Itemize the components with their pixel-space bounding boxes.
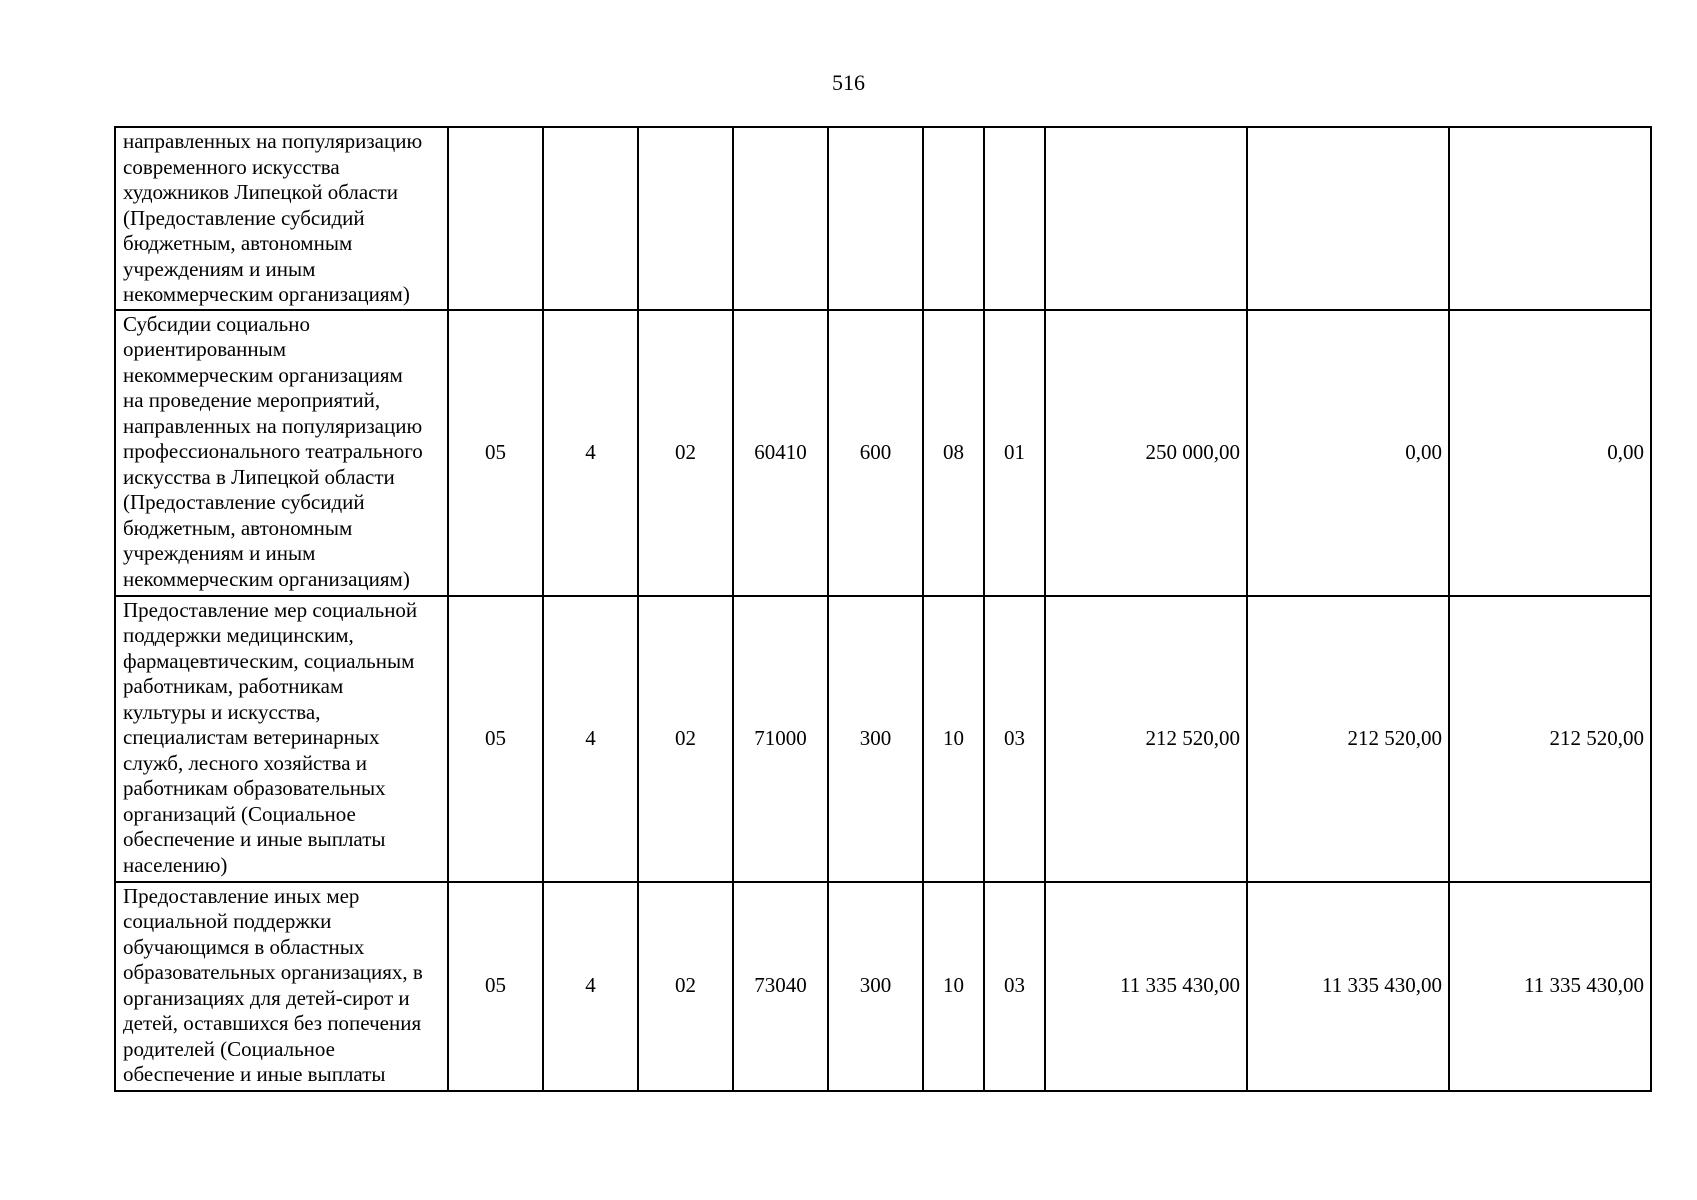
description-line: учреждениям и иным [123,256,316,281]
description-line: Предоставление мер социальной [123,597,418,622]
description-line: фармацевтическим, социальным [123,648,415,673]
code-division-cell: 10 [923,596,984,882]
table-row [115,310,1651,596]
description-line: населению) [123,852,228,877]
amount-cell-2: 0,00 [1247,310,1449,596]
amount-cell-2: 11 335 430,00 [1247,882,1449,1091]
description-line: обучающимся в областных [123,934,365,959]
code-program-cell: 4 [543,596,638,882]
description-line: служб, лесного хозяйства и [123,750,368,775]
code-expense-type-cell: 300 [828,882,923,1091]
description-line: профессионального театрального [123,439,423,463]
code-direction-cell: 60410 [733,310,828,596]
description-line: ориентированным [123,337,287,361]
code-expense-type-cell: 600 [828,310,923,596]
description-line: культуры и искусства, [123,699,321,724]
code-program-cell [543,127,638,310]
description-line: Предоставление иных мер [123,883,360,908]
amount-cell-3: 212 520,00 [1449,596,1651,882]
description-line: (Предоставление субсидий [123,205,365,230]
code-division-cell [923,127,984,310]
description-line: искусства в Липецкой области [123,464,395,489]
page-number: 516 [832,70,865,95]
code-program-cell: 4 [543,882,638,1091]
table-row [115,596,1651,882]
code-subprogram-cell: 02 [638,882,733,1091]
description-line: современного искусства [123,154,340,179]
code-subdivision-cell: 03 [984,596,1045,882]
description-line: некоммерческим организациям [123,362,403,387]
row-description [115,310,448,596]
code-subprogram-cell: 02 [638,596,733,882]
row-description [115,882,448,1091]
code-subprogram-cell: 02 [638,310,733,596]
amount-cell-3 [1449,127,1651,310]
description-line: бюджетным, автономным [123,231,353,255]
code-expense-type-cell: 300 [828,596,923,882]
code-expense-type-cell [828,127,923,310]
description-line: Субсидии социально [123,311,310,336]
description-line: организациях для детей-сирот и [123,985,410,1010]
description-line: социальной поддержки [123,909,332,933]
amount-cell-1: 250 000,00 [1045,310,1247,596]
description-line: направленных на популяризацию [123,413,423,438]
description-line: работникам, работникам [123,674,344,698]
code-section-cell: 05 [448,882,543,1091]
amount-cell-3: 0,00 [1449,310,1651,596]
code-subprogram-cell [638,127,733,310]
code-direction-cell: 71000 [733,596,828,882]
description-line: работникам образовательных [123,776,386,800]
description-line: родителей (Социальное [123,1036,335,1061]
amount-cell-2: 212 520,00 [1247,596,1449,882]
amount-cell-2 [1247,127,1449,310]
table-body [115,127,1651,1091]
code-section-cell: 05 [448,596,543,882]
code-direction-cell: 73040 [733,882,828,1091]
code-subdivision-cell: 01 [984,310,1045,596]
description-line: бюджетным, автономным [123,515,353,540]
description-line: на проведение мероприятий, [123,388,381,412]
code-subdivision-cell [984,127,1045,310]
description-line: некоммерческим организациям) [123,282,410,306]
code-direction-cell [733,127,828,310]
description-line: поддержки медицинским, [123,623,354,647]
budget-table [114,126,1652,1092]
description-line: учреждениям и иным [123,541,316,565]
description-line: направленных на популяризацию [123,129,423,153]
code-section-cell: 05 [448,310,543,596]
row-description [115,127,448,310]
code-section-cell [448,127,543,310]
description-line: специалистам ветеринарных [123,725,380,749]
table-row [115,882,1651,1091]
code-subdivision-cell: 03 [984,882,1045,1091]
amount-cell-1 [1045,127,1247,310]
code-division-cell: 08 [923,310,984,596]
code-division-cell: 10 [923,882,984,1091]
description-line: обеспечение и иные выплаты [123,1062,386,1086]
amount-cell-1: 11 335 430,00 [1045,882,1247,1091]
description-line: некоммерческим организациям) [123,566,410,591]
amount-cell-1: 212 520,00 [1045,596,1247,882]
description-line: детей, оставшихся без попечения [123,1011,422,1035]
table-row [115,127,1651,310]
amount-cell-3: 11 335 430,00 [1449,882,1651,1091]
description-line: образовательных организациях, в [123,960,423,984]
description-line: обеспечение и иные выплаты [123,827,386,851]
code-program-cell: 4 [543,310,638,596]
description-line: (Предоставление субсидий [123,490,365,514]
row-description [115,596,448,882]
description-line: художников Липецкой области [123,180,398,204]
description-line: организаций (Социальное [123,801,356,826]
